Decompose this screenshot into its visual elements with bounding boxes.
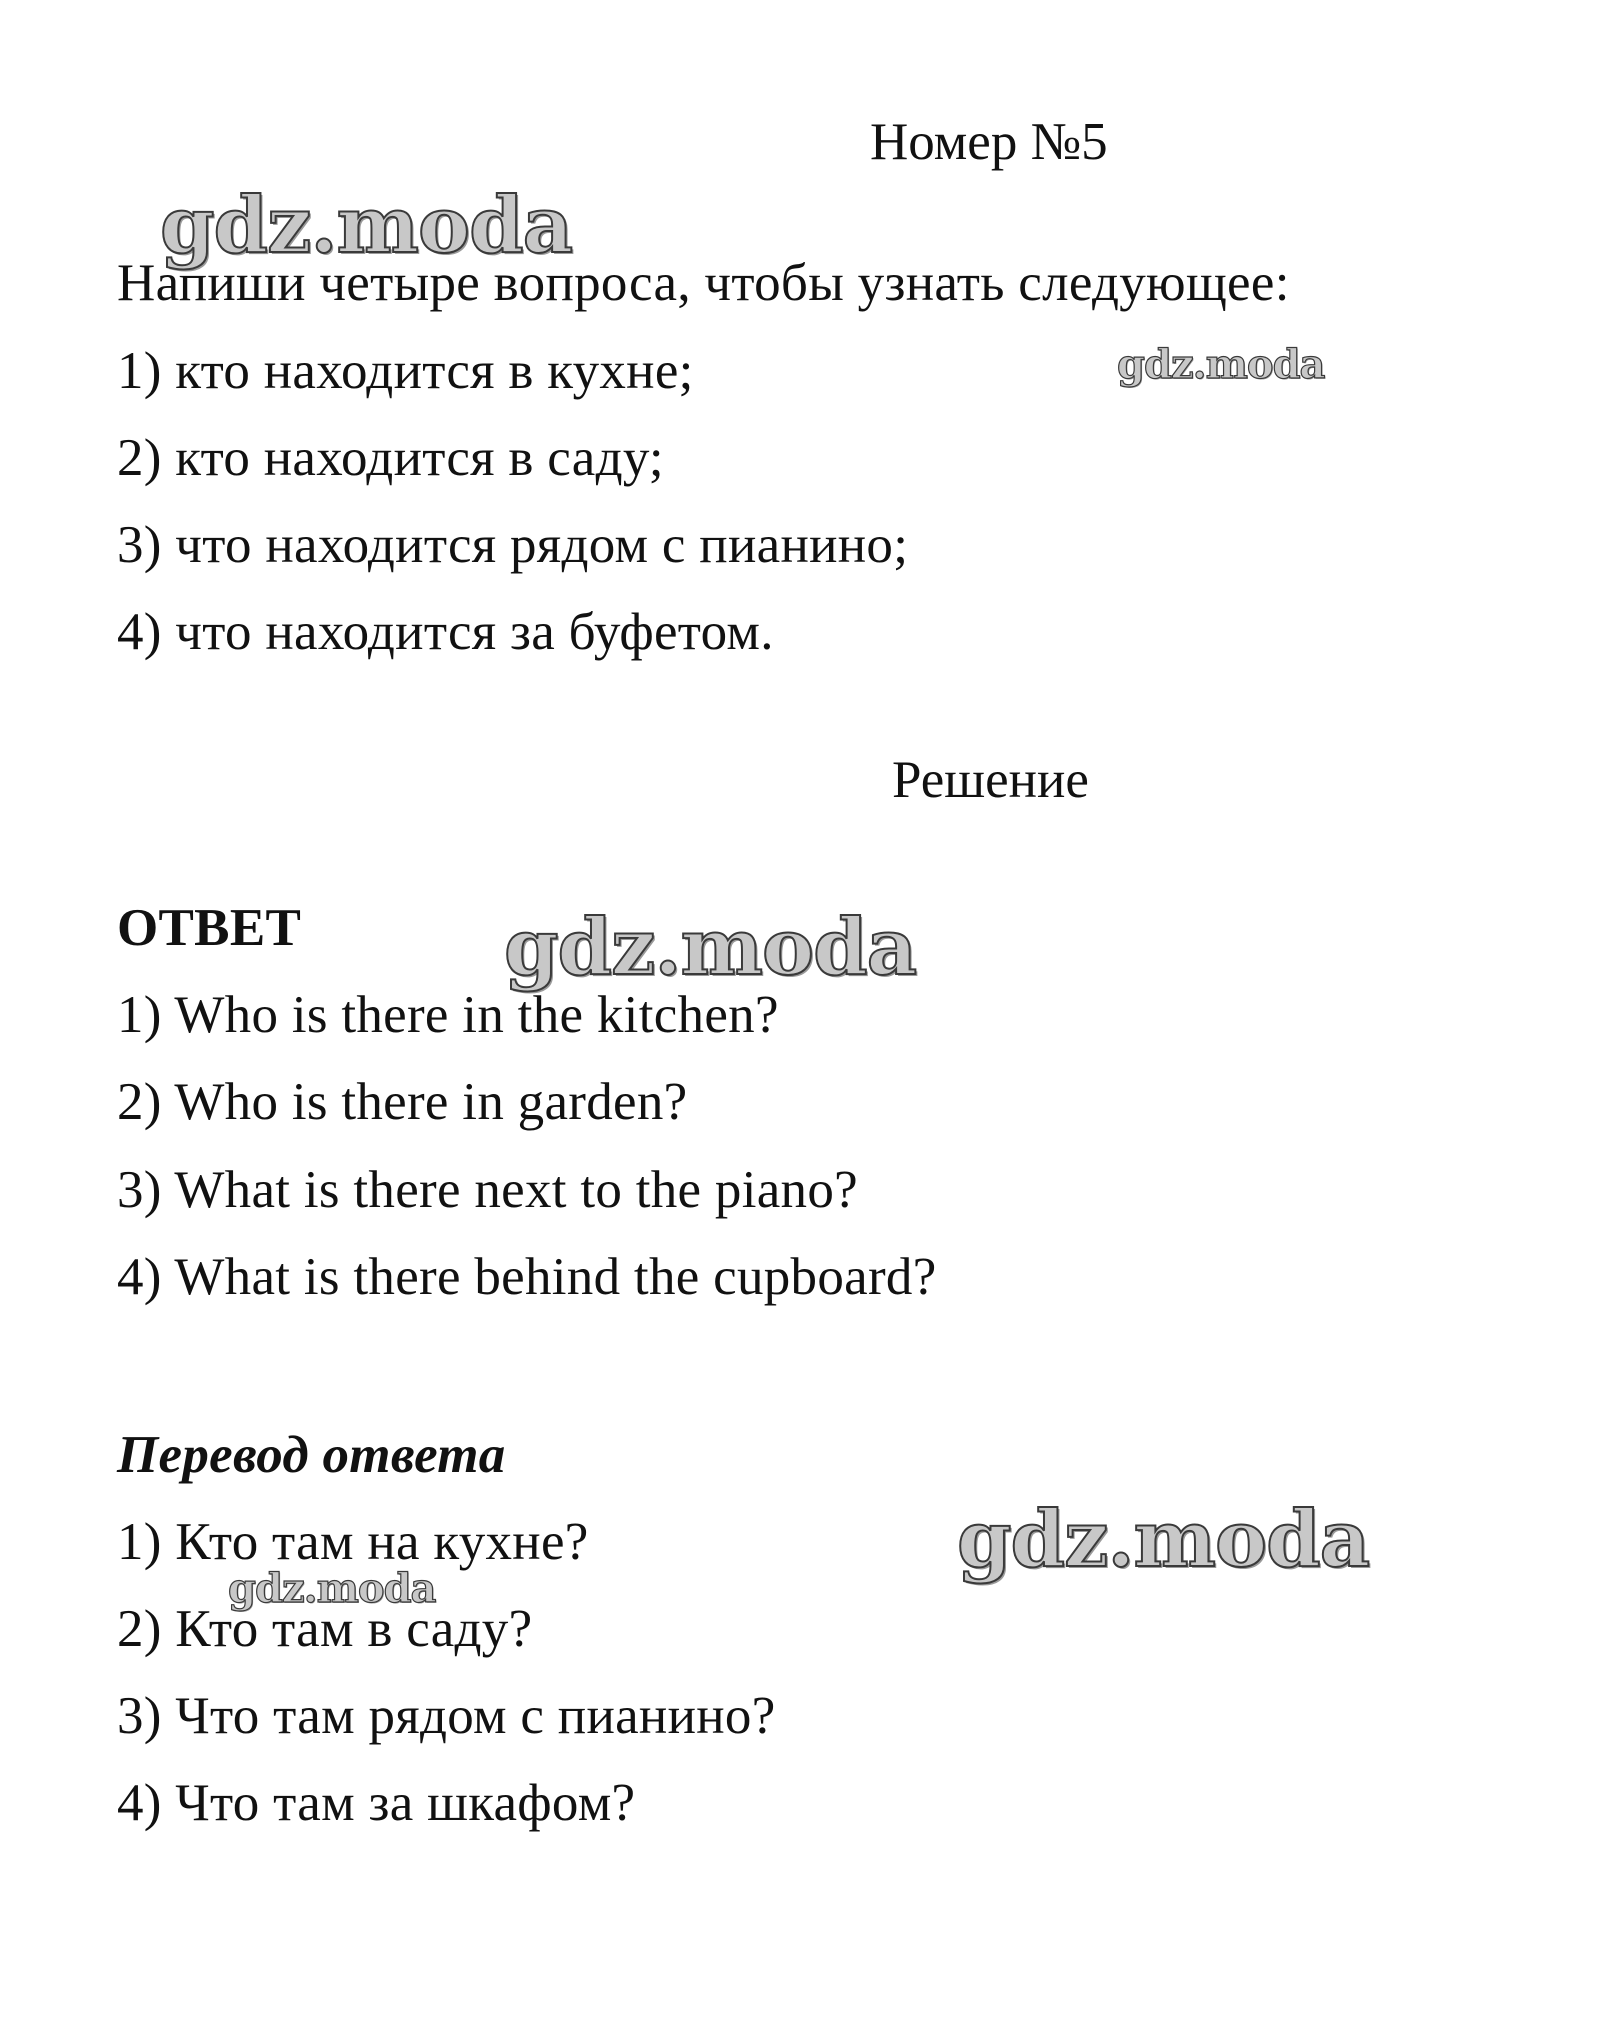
task-prompt: Напиши четыре вопроса, чтобы узнать следующее:: [117, 254, 1290, 312]
task-item-3: 3) что находится рядом с пианино;: [117, 516, 909, 574]
watermark-logo: gdz.moda: [504, 902, 917, 993]
watermark-logo: gdz.moda: [160, 180, 573, 271]
solution-heading: Решение: [892, 751, 1089, 809]
task-item-4: 4) что находится за буфетом.: [117, 603, 774, 661]
page-title: Номер №5: [870, 113, 1108, 171]
watermark-logo: gdz.moda: [957, 1494, 1370, 1585]
answer-item-4: 4) What is there behind the cupboard?: [117, 1248, 937, 1306]
answer-item-3: 3) What is there next to the piano?: [117, 1161, 858, 1219]
answer-item-1: 1) Who is there in the kitchen?: [117, 986, 779, 1044]
translation-item-2: 2) Кто там в саду?: [117, 1600, 533, 1658]
translation-item-3: 3) Что там рядом с пианино?: [117, 1687, 776, 1745]
answer-item-2: 2) Who is there in garden?: [117, 1073, 688, 1131]
task-item-1: 1) кто находится в кухне;: [117, 342, 694, 400]
watermark-logo: gdz.moda: [1117, 341, 1325, 388]
task-item-2: 2) кто находится в саду;: [117, 429, 664, 487]
answer-heading: ОТВЕТ: [117, 899, 302, 957]
translation-heading: Перевод ответа: [117, 1426, 506, 1484]
translation-item-1: 1) Кто там на кухне?: [117, 1513, 589, 1571]
translation-item-4: 4) Что там за шкафом?: [117, 1774, 636, 1832]
watermark-logo: gdz.moda: [228, 1565, 436, 1612]
